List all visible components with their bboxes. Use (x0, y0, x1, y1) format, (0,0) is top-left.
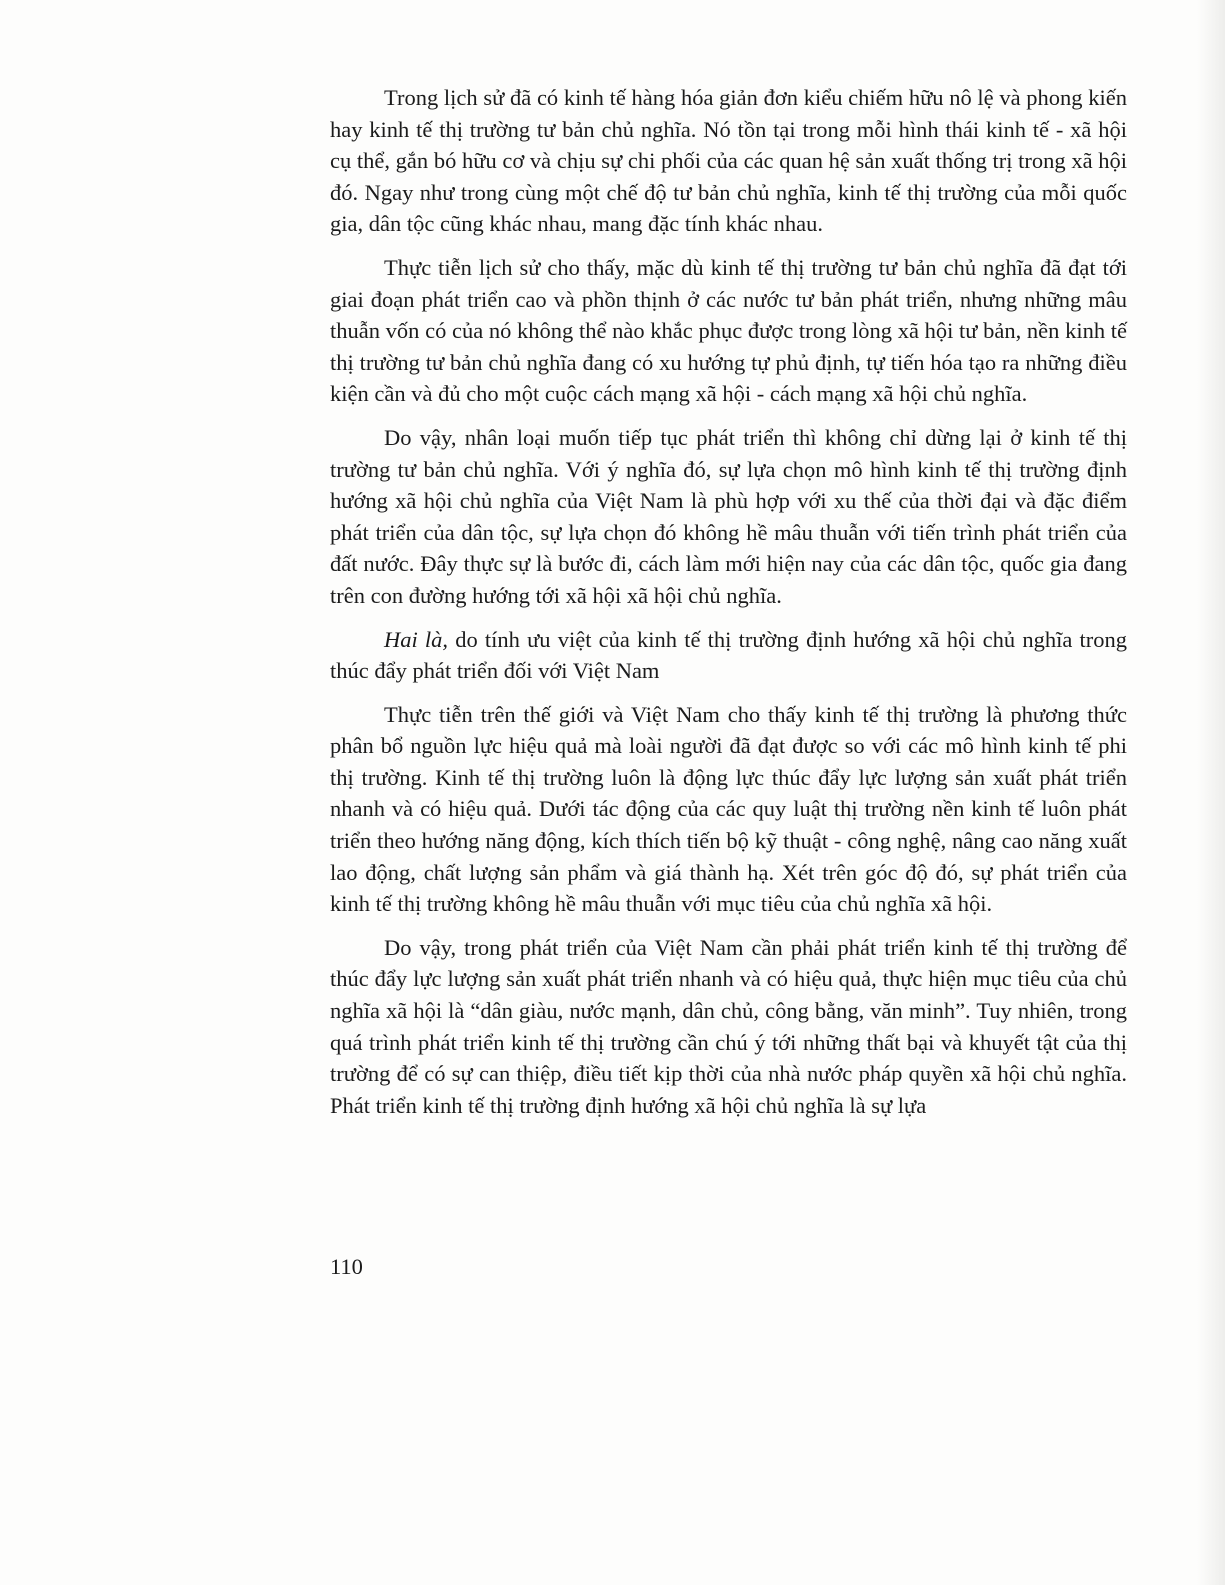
paragraph-4: Hai là, do tính ưu việt của kinh tế thị trường định hướng xã hội chủ nghĩa trong thúc đẩy phát triển đối với Việt Nam (330, 626, 1127, 684)
paragraph-2: Thực tiễn lịch sử cho thấy, mặc dù kinh tế thị trường tư bản chủ nghĩa đã đạt tới giai đoạn phát triển cao và phồn thịnh ở các nước tư bản phát triển, nhưng những mâu thuẫn vốn có của nó không thể nào khắc phục được trong lòng xã hội tư bản, nền kinh tế thị trường tư bản chủ nghĩa đang có xu hướng tự phủ định, tự tiến hóa tạo ra những điều kiện cần và đủ cho một cuộc cách mạng xã hội - cách mạng xã hội chủ nghĩa. (330, 254, 1127, 407)
paragraph-5: Thực tiễn trên thế giới và Việt Nam cho thấy kinh tế thị trường là phương thức phân bổ nguồn lực hiệu quả mà loài người đã đạt được so với các mô hình kinh tế phi thị trường. Kinh tế thị trường luôn là động lực thúc đẩy lực lượng sản xuất phát triển nhanh và có hiệu quả. Dưới tác động của các quy luật thị trường nền kinh tế luôn phát triển theo hướng năng động, kích thích tiến bộ kỹ thuật - công nghệ, nâng cao năng xuất lao động, chất lượng sản phẩm và giá thành hạ. Xét trên góc độ đó, sự phát triển của kinh tế thị trường không hề mâu thuẫn với mục tiêu của chủ nghĩa xã hội. (330, 701, 1127, 917)
page-number: 110 (330, 1254, 363, 1279)
paragraph-1: Trong lịch sử đã có kinh tế hàng hóa giản đơn kiểu chiếm hữu nô lệ và phong kiến hay kinh tế thị trường tư bản chủ nghĩa. Nó tồn tại trong mỗi hình thái kinh tế - xã hội cụ thể, gắn bó hữu cơ và chịu sự chi phối của các quan hệ sản xuất thống trị trong xã hội đó. Ngay như trong cùng một chế độ tư bản chủ nghĩa, kinh tế thị trường của mỗi quốc gia, dân tộc cũng khác nhau, mang đặc tính khác nhau. (330, 85, 1127, 237)
paragraph-6: Do vậy, trong phát triển của Việt Nam cần phải phát triển kinh tế thị trường để thúc đẩy lực lượng sản xuất phát triển nhanh và có hiệu quả, thực hiện mục tiêu của chủ nghĩa xã hội là “dân giàu, nước mạnh, dân chủ, công bằng, văn minh”. Tuy nhiên, trong quá trình phát triển kinh tế thị trường cần chú ý tới những thất bại và khuyết tật của thị trường để có sự can thiệp, điều tiết kịp thời của nhà nước pháp quyền xã hội chủ nghĩa. Phát triển kinh tế thị trường định hướng xã hội chủ nghĩa là sự lựa (330, 934, 1127, 1118)
page-edge-shadow (1197, 0, 1225, 1585)
body-text (330, 82, 1127, 1121)
paragraph-lead-italic: Hai là, (384, 626, 449, 652)
paragraph-3: Do vậy, nhân loại muốn tiếp tục phát triển thì không chỉ dừng lại ở kinh tế thị trường tư bản chủ nghĩa. Với ý nghĩa đó, sự lựa chọn mô hình kinh tế thị trường định hướng xã hội chủ nghĩa của Việt Nam là phù hợp với xu thế của thời đại và đặc điểm phát triển của dân tộc, sự lựa chọn đó không hề mâu thuẫn với tiến trình phát triển của đất nước. Đây thực sự là bước đi, cách làm mới hiện nay của các dân tộc, quốc gia đang trên con đường hướng tới xã hội xã hội chủ nghĩa. (330, 424, 1127, 608)
